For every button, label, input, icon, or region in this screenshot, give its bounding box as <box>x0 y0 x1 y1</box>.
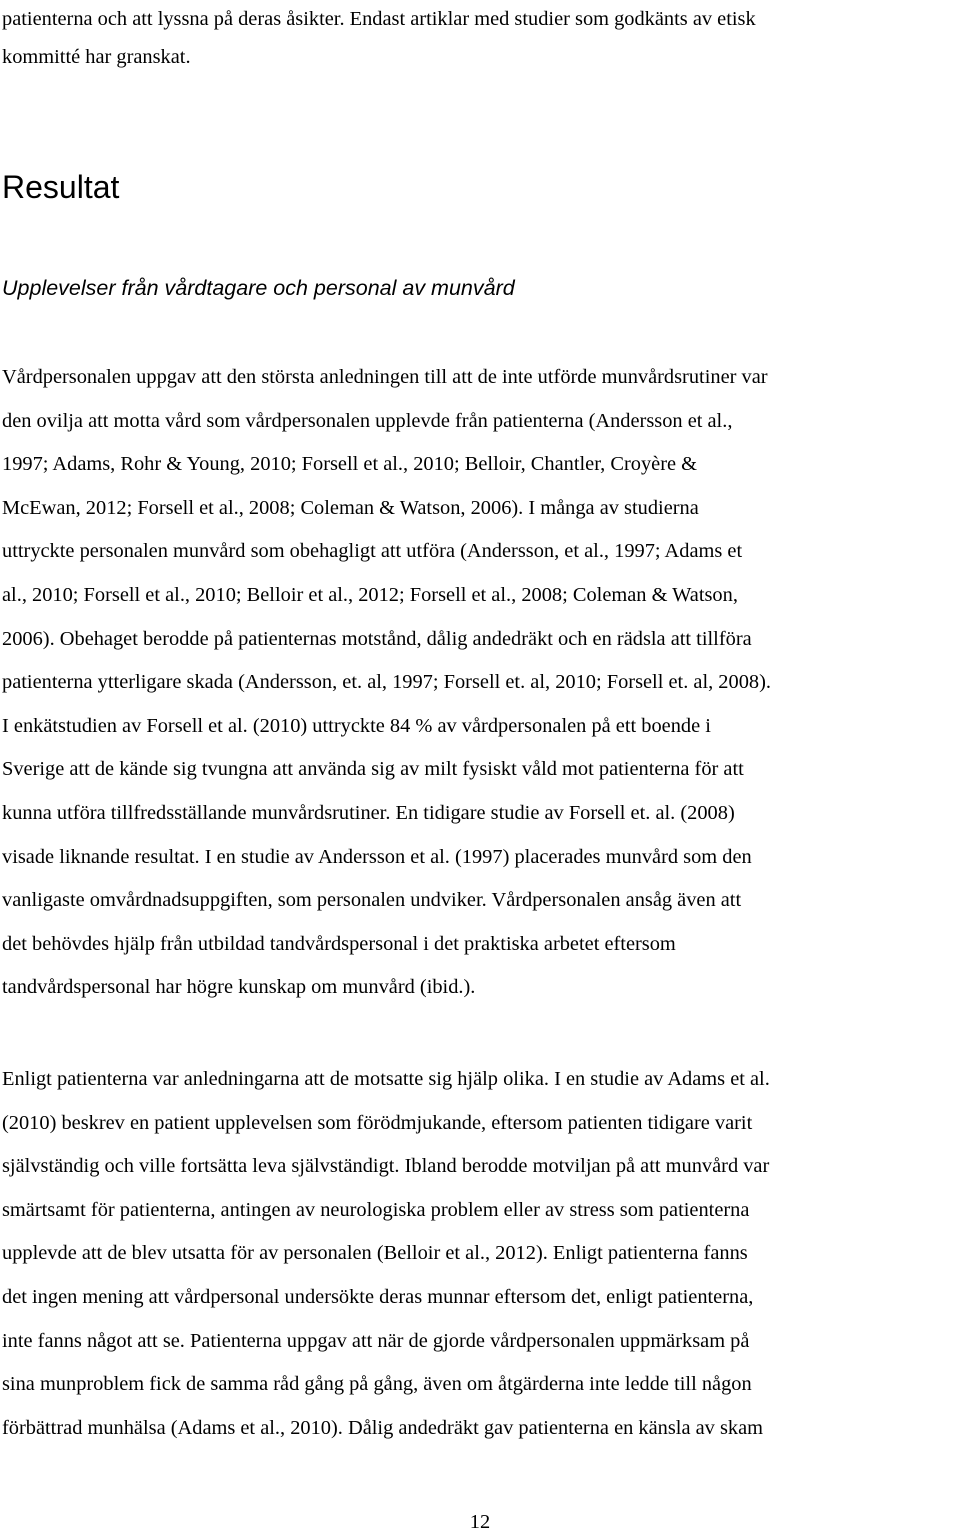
paragraph-line: I enkätstudien av Forsell et al. (2010) uttryckte 84 % av vårdpersonalen på ett boende i <box>2 714 711 737</box>
paragraph-line: (2010) beskrev en patient upplevelsen som förödmjukande, eftersom patienten tidigare varit <box>2 1111 753 1134</box>
paragraph-line: al., 2010; Forsell et al., 2010; Belloir et al., 2012; Forsell et al., 2008; Coleman & Watson, <box>2 583 738 606</box>
paragraph-line: 2006). Obehaget berodde på patienternas motstånd, dålig andedräkt och en rädsla att tillföra <box>2 627 752 650</box>
paragraph-line: 1997; Adams, Rohr & Young, 2010; Forsell et al., 2010; Belloir, Chantler, Croyère & <box>2 453 698 476</box>
body-paragraph-1 <box>2 356 960 1010</box>
paragraph-line: det behövdes hjälp från utbildad tandvårdspersonal i det praktiska arbetet eftersom <box>2 932 676 955</box>
paragraph-line: Enligt patienterna var anledningarna att de motsatte sig hjälp olika. I en studie av Adams et al. <box>2 1068 770 1090</box>
paragraph-line: den ovilja att motta vård som vårdpersonalen upplevde från patienterna (Andersson et al., <box>2 409 733 432</box>
intro-paragraph <box>2 0 958 76</box>
intro-line: kommitté har granskat. <box>2 46 191 68</box>
paragraph-line: sina munproblem fick de samma råd gång på gång, även om åtgärderna inte ledde till någon <box>2 1373 752 1396</box>
paragraph-line: inte fanns något att se. Patienterna uppgav att när de gjorde vårdpersonalen uppmärksam på <box>2 1329 750 1352</box>
paragraph-line: förbättrad munhälsa (Adams et al., 2010). Dålig andedräkt gav patienterna en känsla av skam <box>2 1416 763 1439</box>
paragraph-line: kunna utföra tillfredsställande munvårdsrutiner. En tidigare studie av Forsell et. al. (2008) <box>2 801 735 824</box>
section-heading: Resultat <box>2 169 120 205</box>
paragraph-line: vanligaste omvårdnadsuppgiften, som personalen undviker. Vårdpersonalen ansåg även att <box>2 889 742 912</box>
paragraph-line: Sverige att de kände sig tvungna att använda sig av milt fysiskt våld mot patienterna för att <box>2 758 744 781</box>
paragraph-line: smärtsamt för patienterna, antingen av neurologiska problem eller av stress som patienterna <box>2 1198 750 1221</box>
paragraph-line: tandvårdspersonal har högre kunskap om munvård (ibid.). <box>2 976 476 999</box>
paragraph-line: det ingen mening att vårdpersonal undersökte deras munnar eftersom det, enligt patienterna, <box>2 1285 754 1308</box>
paragraph-line: visade liknande resultat. I en studie av Andersson et al. (1997) placerades munvård som den <box>2 845 752 868</box>
subheading: Upplevelser från vårdtagare och personal av munvård <box>2 276 515 300</box>
paragraph-line: Vårdpersonalen uppgav att den största anledningen till att de inte utförde munvårdsrutiner var <box>2 366 768 388</box>
paragraph-line: uttryckte personalen munvård som obehagligt att utföra (Andersson, et al., 1997; Adams et <box>2 540 743 563</box>
page-number: 12 <box>469 1511 491 1533</box>
paragraph-line: självständig och ville fortsätta leva självständigt. Ibland berodde motviljan på att munvård var <box>2 1155 770 1178</box>
body-paragraph-2 <box>2 1058 960 1450</box>
paragraph-line: patienterna ytterligare skada (Andersson, et. al, 1997; Forsell et. al, 2010; Forsell et. al, 2008). <box>2 671 771 694</box>
intro-line: patienterna och att lyssna på deras åsikter. Endast artiklar med studier som godkänts av etisk <box>2 8 756 30</box>
paragraph-line: upplevde att de blev utsatta för av personalen (Belloir et al., 2012). Enligt patienterna fanns <box>2 1242 748 1265</box>
paragraph-line: McEwan, 2012; Forsell et al., 2008; Coleman & Watson, 2006). I många av studierna <box>2 496 699 519</box>
